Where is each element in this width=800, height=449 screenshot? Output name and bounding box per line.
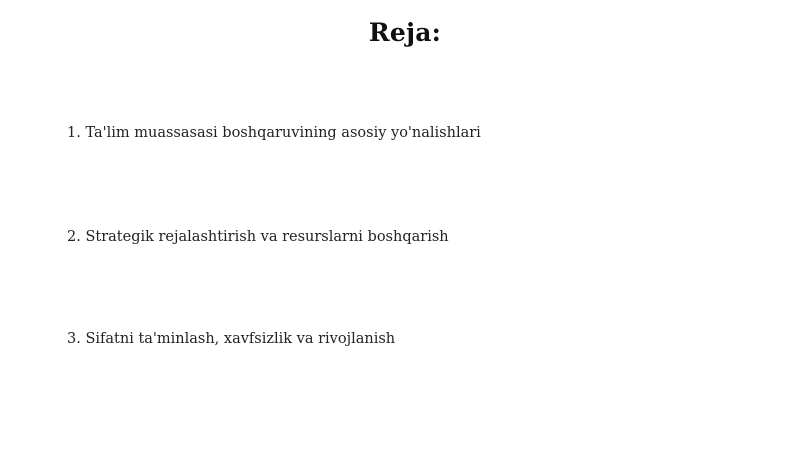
plan-item-1: 1. Ta'lim muassasasi boshqaruvining asosiy yo'nalishlari bbox=[67, 125, 481, 141]
slide-title: Reja: bbox=[368, 18, 442, 47]
plan-item-2: 2. Strategik rejalashtirish va resurslarni boshqarish bbox=[67, 229, 449, 245]
plan-item-3: 3. Sifatni ta'minlash, xavfsizlik va rivojlanish bbox=[67, 331, 396, 347]
